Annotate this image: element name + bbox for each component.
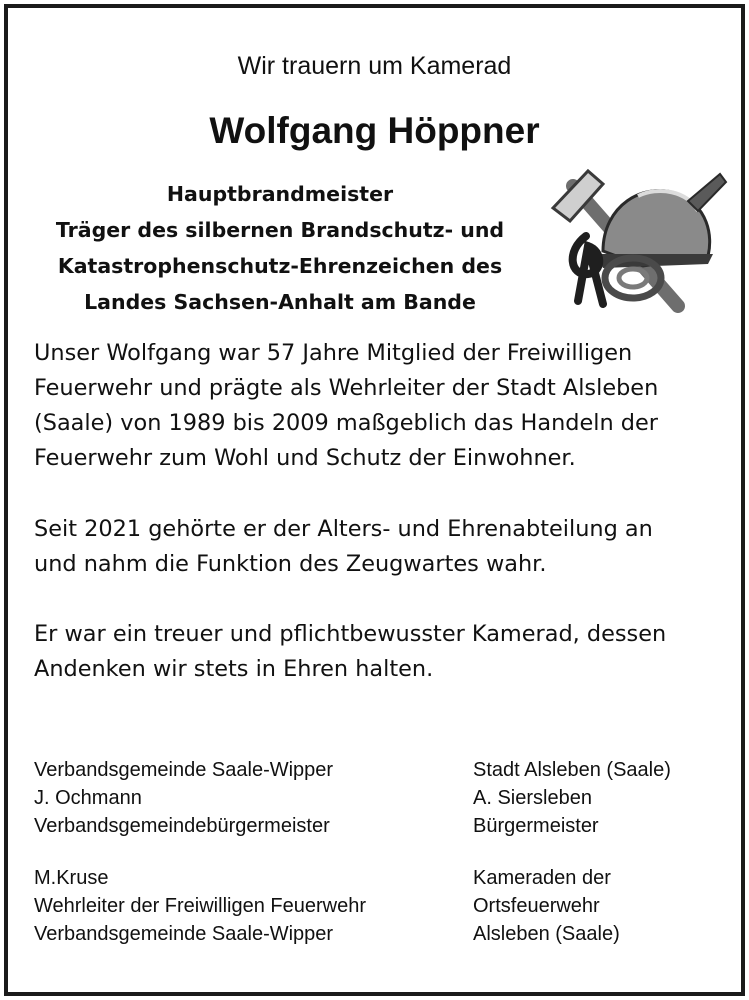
signature-line: J. Ochmann	[34, 787, 142, 809]
intro-line: Wir trauern um Kamerad	[237, 52, 512, 80]
firefighter-emblem-icon	[548, 166, 728, 316]
signature-line: Stadt Alsleben (Saale)	[473, 759, 671, 781]
paragraph-membership	[34, 336, 724, 476]
signature-line: Kameraden der	[473, 867, 611, 889]
nozzle	[688, 174, 726, 211]
honor-line: Träger des silbernen Brandschutz- und	[55, 218, 505, 242]
mourning-ribbon	[573, 236, 603, 304]
text-line: und nahm die Funktion des Zeugwartes wahr.	[34, 551, 547, 577]
honors-block	[20, 176, 540, 320]
signature-line: Verbandsgemeinde Saale-Wipper	[34, 759, 334, 781]
paragraph-remembrance	[34, 617, 724, 687]
text-line: Andenken wir stets in Ehren halten.	[34, 656, 434, 682]
paragraph-honorary	[34, 512, 724, 582]
signature-line: Ortsfeuerwehr	[473, 895, 600, 917]
signature-town	[473, 756, 671, 840]
deceased-name: Wolfgang Höppner	[209, 110, 540, 151]
signature-line: A. Siersleben	[473, 787, 592, 809]
text-line: Unser Wolfgang war 57 Jahre Mitglied der Freiwilligen	[34, 340, 633, 366]
honor-line: Landes Sachsen-Anhalt am Bande	[84, 290, 476, 314]
obituary-border	[4, 4, 745, 996]
signature-line: Bürgermeister	[473, 815, 599, 837]
signature-line: M.Kruse	[34, 867, 109, 889]
rank-line: Hauptbrandmeister	[166, 182, 394, 206]
text-line: (Saale) von 1989 bis 2009 maßgeblich das Handeln der	[34, 410, 658, 436]
signature-line: Verbandsgemeindebürgermeister	[34, 815, 330, 837]
text-line: Seit 2021 gehörte er der Alters- und Ehrenabteilung an	[34, 516, 653, 542]
signature-line: Verbandsgemeinde Saale-Wipper	[34, 923, 334, 945]
text-line: Er war ein treuer und pflichtbewusster Kamerad, dessen	[34, 621, 667, 647]
signature-line: Wehrleiter der Freiwilligen Feuerwehr	[34, 895, 366, 917]
hose-coil-inner	[619, 269, 647, 287]
honor-line: Katastrophenschutz-Ehrenzeichen des	[57, 254, 503, 278]
text-line: Feuerwehr und prägte als Wehrleiter der Stadt Alsleben	[34, 375, 659, 401]
signature-fire-chief	[34, 864, 366, 948]
signature-municipality	[34, 756, 333, 840]
signature-line: Alsleben (Saale)	[473, 923, 620, 945]
signature-comrades	[473, 864, 620, 948]
text-line: Feuerwehr zum Wohl und Schutz der Einwohner.	[34, 445, 576, 471]
